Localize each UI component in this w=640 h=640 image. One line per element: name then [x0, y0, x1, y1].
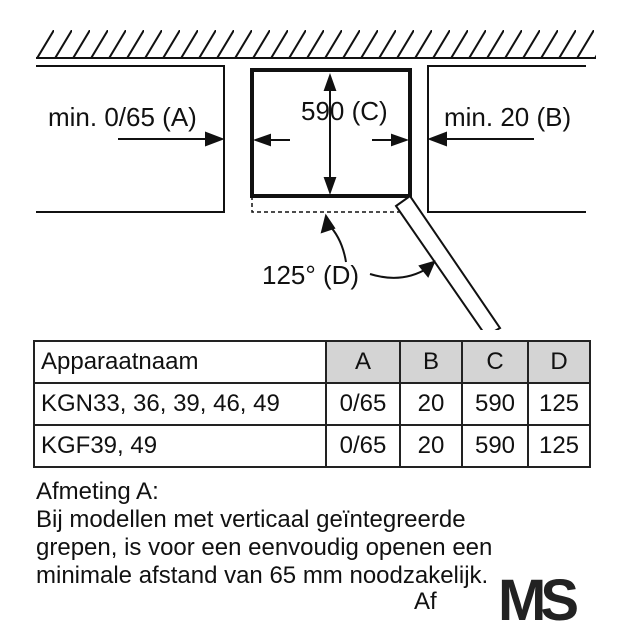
notes-line-3: minimale afstand van 65 mm noodzakelijk. — [36, 562, 489, 589]
header-b: B — [400, 341, 462, 383]
table-row — [34, 425, 590, 467]
ceiling-hatch — [36, 30, 596, 58]
watermark-logo — [494, 562, 584, 632]
spec-table — [33, 340, 591, 468]
dimension-c-arrow — [325, 76, 335, 192]
notes-line-1: Bij modellen met verticaal geïntegreerde — [36, 506, 466, 533]
row-value-d: 125 — [528, 383, 590, 425]
dimension-a-arrow — [118, 133, 222, 145]
label-a: min. 0/65 (A) — [48, 102, 197, 132]
svg-text:MS: MS — [498, 568, 573, 632]
header-d: D — [528, 341, 590, 383]
table-header-row — [34, 341, 590, 383]
row-model-name: KGF39, 49 — [34, 425, 326, 467]
header-apparaatnaam: Apparaatnaam — [34, 341, 326, 383]
row-value-b: 20 — [400, 383, 462, 425]
label-b: min. 20 (B) — [444, 102, 572, 132]
notes-line-2: grepen, is voor een eenvoudig openen een — [36, 534, 493, 561]
dimension-b-arrow — [430, 133, 534, 145]
header-a: A — [326, 341, 400, 383]
row-value-a: 0/65 — [326, 425, 400, 467]
row-value-c: 590 — [462, 425, 528, 467]
row-value-a: 0/65 — [326, 383, 400, 425]
table-row — [34, 383, 590, 425]
notes-tail: Af — [414, 588, 437, 615]
door-open — [396, 196, 500, 330]
row-model-name: KGN33, 36, 39, 46, 49 — [34, 383, 326, 425]
door-closed-outline — [252, 196, 408, 212]
label-c: 590 (C) — [301, 96, 388, 126]
row-value-b: 20 — [400, 425, 462, 467]
header-c: C — [462, 341, 528, 383]
row-value-c: 590 — [462, 383, 528, 425]
row-value-d: 125 — [528, 425, 590, 467]
label-d: 125° (D) — [262, 260, 360, 290]
notes-heading: Afmeting A: — [36, 478, 159, 505]
